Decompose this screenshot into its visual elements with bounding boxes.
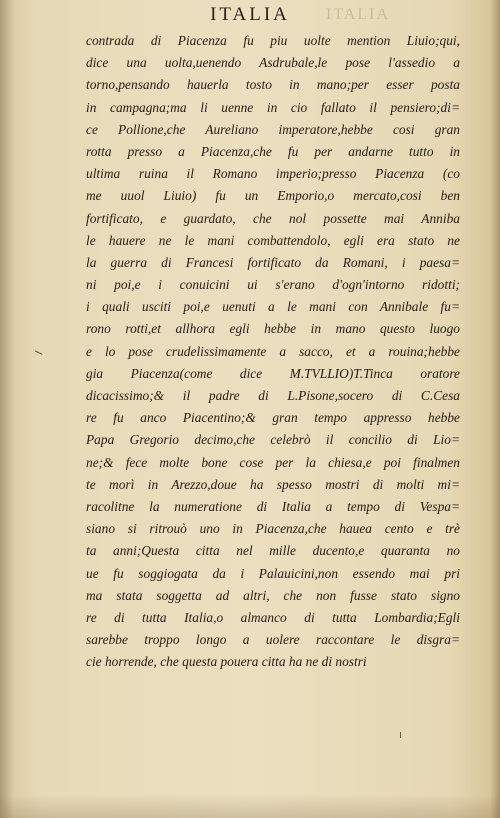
text-line: re di tutta Italia,o almanco di tutta Lombardia;Egli bbox=[86, 609, 460, 625]
text-line: ultima ruina il Romano imperio;presso Piacenza (co bbox=[86, 166, 460, 182]
text-line: ma stata soggetta ad altri, che non fusse stato signo bbox=[86, 587, 460, 603]
text-line: gia Piacenza(come dice M.TVLLIO)T.Tinca oratore bbox=[86, 365, 460, 381]
page-edge-shadow bbox=[490, 0, 500, 818]
text-line: le hauere ne le mani combattendolo, egli era stato ne bbox=[86, 232, 460, 248]
text-line: ne;& fece molte bone cose per la chiesa,e poi finalmen bbox=[86, 454, 460, 470]
text-line: ta anni;Questa citta nel mille ducento,e quaranta no bbox=[86, 543, 460, 559]
text-line: siano si ritrouò uno in Piacenza,che hauea cento e trè bbox=[86, 521, 460, 537]
text-line: te morì in Arezzo,doue ha spesso mostri di molti mi= bbox=[86, 476, 460, 492]
text-line: in campagna;ma li uenne in cio fallato il pensiero;di= bbox=[86, 99, 460, 115]
text-line: ue fu soggiogata da i Palauicini,non essendo mai pri bbox=[86, 565, 460, 581]
text-line: cie horrende, che questa pouera citta ha ne di nostri bbox=[86, 654, 367, 670]
ink-tick bbox=[400, 732, 401, 738]
text-line: sarebbe troppo longo a uolere raccontare le disgra= bbox=[86, 632, 460, 648]
ink-mark bbox=[34, 350, 43, 357]
text-line: torno,pensando hauerla tosto in mano;per esser posta bbox=[86, 77, 460, 93]
text-line: e lo pose crudelissimamente a sacco, et a rouina;hebbe bbox=[86, 343, 460, 359]
text-line: contrada di Piacenza fu piu uolte mention Liuio;qui, bbox=[86, 33, 460, 48]
text-line: re fu anco Piacentino;& gran tempo appresso hebbe bbox=[86, 410, 460, 426]
text-line: racolitne la numeratione di Italia a tempo di Vespa= bbox=[86, 498, 460, 514]
running-head: ITALIA bbox=[210, 4, 290, 25]
text-line: la guerra di Francesi fortificato da Romani, i paesa= bbox=[86, 254, 460, 270]
text-line: dice una uolta,uenendo Asdrubale,le pose l'assedio a bbox=[86, 55, 460, 71]
text-line: Papa Gregorio decimo,che celebrò il concilio di Lio= bbox=[86, 432, 460, 448]
text-line: fortificato, e guardato, che nol possette mai Anniba bbox=[86, 210, 460, 226]
text-line: rono rotti,et allhora egli hebbe in mano questo luogo bbox=[86, 321, 460, 337]
text-line: ni poi,e i conuicini ui s'erano d'ogn'intorno ridotti; bbox=[86, 277, 460, 293]
text-line: dicacissimo;& il padre di L.Pisone,socero di C.Cesa bbox=[86, 388, 460, 403]
text-line: me uuol Liuio) fu un Emporio,o mercato,cosi ben bbox=[86, 188, 460, 204]
gutter-shadow bbox=[0, 0, 14, 818]
text-line: ce Pollione,che Aureliano imperatore,hebbe cosi gran bbox=[86, 121, 460, 137]
text-line: rotta presso a Piacenza,che fu per andarne tutto in bbox=[86, 143, 460, 159]
page-bottom-shadow bbox=[0, 794, 500, 818]
bleed-through-text: ITALIA bbox=[326, 6, 391, 23]
body-text bbox=[86, 30, 460, 673]
text-line: i quali usciti poi,e uenuti a le mani con Annibale fu= bbox=[86, 299, 460, 315]
